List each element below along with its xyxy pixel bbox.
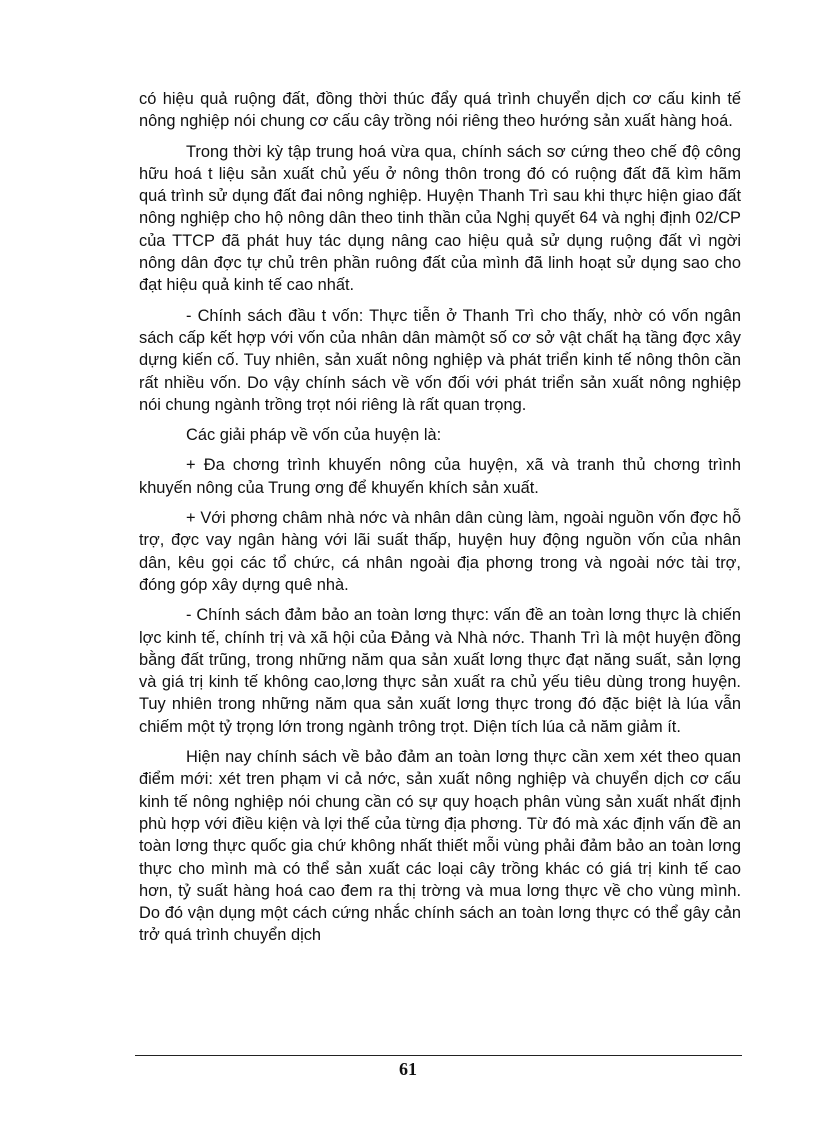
paragraph-food-security-policy: - Chính sách đảm bảo an toàn lơng thực: vấn đề an toàn lơng thực là chiến lợc kinh tế, chính trị và xã hội của Đảng và Nhà nớc. Thanh Trì là một huyện đồng bằng đất trũng, trong những năm qua sản xuất lơng thực đạt năng suất, sản lợng và giá trị kinh tế không cao,lơng thực sản xuất ra chủ yếu tiêu dùng trong huyện. Tuy nhiên trong những năm qua sản xuất lơng thực trong đó đặc biệt là lúa vẫn chiếm một tỷ trọng lớn trong ngành trông trọt. Diện tích lúa cả năm giảm ít.: [139, 606, 741, 736]
body-text: [139, 88, 741, 955]
paragraph-extension-program: + Đa chơng trình khuyến nông của huyện, xã và tranh thủ chơng trình khuyến nông của Trung ơng để khuyến khích sản xuất.: [139, 456, 741, 497]
paragraph-centralization-policy: Trong thời kỳ tập trung hoá vừa qua, chính sách sơ cứng theo chế độ công hữu hoá t liệu sản xuất chủ yếu ở nông thôn trong đó có ruộng đất đã kìm hãm quá trình sử dụng đất đai nông nghiệp. Huyện Thanh Trì sau khi thực hiện giao đất nông nghiệp cho hộ nông dân theo tinh thần của Nghị quyết 64 và nghị định 02/CP của TTCP đã phát huy tác dụng nâng cao hiệu quả sử dụng ruộng đất vì ngời nông dân đợc tự chủ trên phần ruông đất của mình đã linh hoạt sử dụng sao cho đạt hiệu quả kinh tế cao nhất.: [139, 142, 741, 295]
paragraph-new-viewpoint: Hiện nay chính sách về bảo đảm an toàn lơng thực cần xem xét theo quan điểm mới: xét tren phạm vi cả nớc, sản xuất nông nghiệp và chuyển dịch cơ cấu kinh tế nông nghiệp nói chung cần có sự quy hoạch phân vùng sản xuất nhất định phù hợp với điều kiện và lợi thế của từng địa phơng. Từ đó mà xác định vấn đề an toàn lơng thực quốc gia chứ không nhất thiết mỗi vùng phải đảm bảo an toàn lơng thực cho mình mà có thể sản xuất các loại cây trồng khác có giá trị kinh tế cao hơn, tỷ suất hàng hoá cao đem ra thị trờng và mua lơng thực về cho vùng mình. Do đó vận dụng một cách cứng nhắc chính sách an toàn lơng thực có thể gây cản trở quá trình chuyển dịch: [139, 748, 741, 945]
paragraph-continuation: có hiệu quả ruộng đất, đồng thời thúc đẩy quá trình chuyển dịch cơ cấu kinh tế nông nghiệp nói chung cơ cấu cây trồng nói riêng theo hướng sản xuất hàng hoá.: [139, 90, 741, 131]
paragraph-capital-solutions-heading: Các giải pháp về vốn của huyện là:: [186, 426, 442, 445]
paragraph-state-and-people: + Với phơng châm nhà nớc và nhân dân cùng làm, ngoài nguồn vốn đợc hỗ trợ, đợc vay ngân hàng với lãi suất thấp, huyện huy động nguồn vốn của nhân dân, kêu gọi các tổ chức, cá nhân ngoài địa phơng trong và ngoài nớc tài trợ, đóng góp xây dựng quê nhà.: [139, 509, 741, 594]
page-number: 61: [399, 1059, 417, 1079]
footer-divider: [135, 1055, 742, 1056]
paragraph-investment-policy: - Chính sách đầu t vốn: Thực tiễn ở Thanh Trì cho thấy, nhờ có vốn ngân sách cấp kết hợp với vốn của nhân dân màmột số cơ sở vật chất hạ tầng đợc xây dựng kiến cố. Tuy nhiên, sản xuất nông nghiệp và phát triển kinh tế nông thôn cần rất nhiều vốn. Do vậy chính sách về vốn đối với phát triển sản xuất nông nghiệp nói chung ngành trồng trọt nói riêng là rất quan trọng.: [139, 306, 741, 414]
